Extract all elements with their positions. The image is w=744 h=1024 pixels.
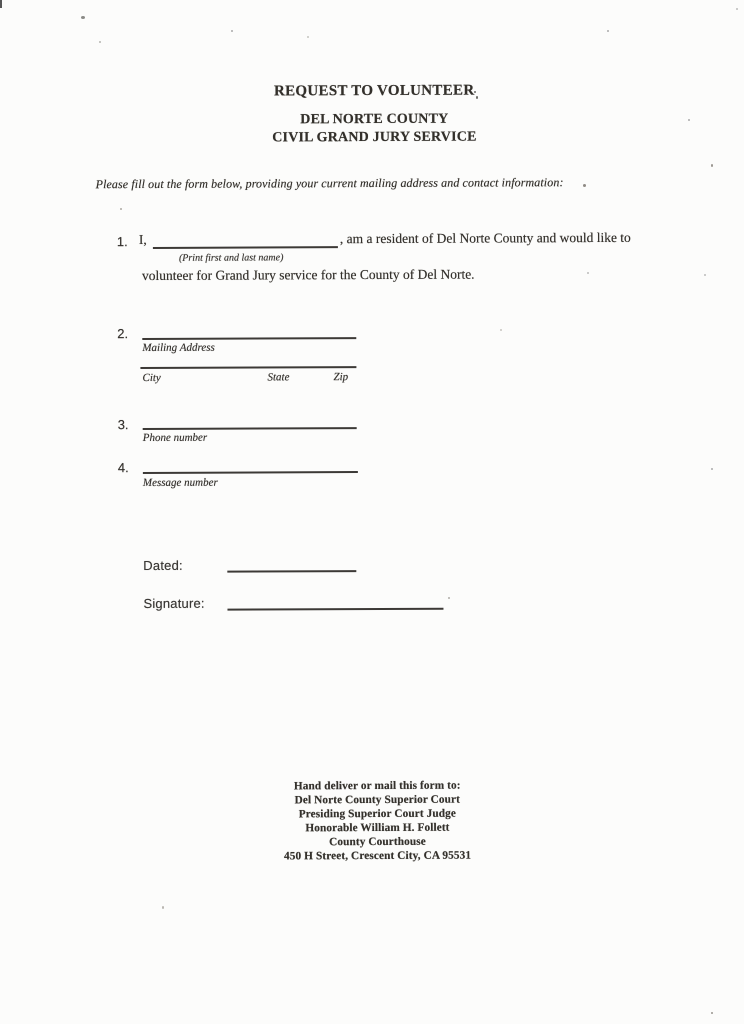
scan-speck: [307, 36, 309, 38]
item4-number: 4.: [117, 460, 129, 476]
form-title: REQUEST TO VOLUNTEER: [273, 82, 475, 100]
scan-speck: [81, 16, 85, 19]
footer-line: Honorable William H. Follett: [305, 821, 450, 835]
phone-number-label: Phone number: [142, 431, 208, 444]
scan-speck: [704, 274, 706, 276]
item1-number: 1.: [116, 234, 128, 250]
scan-speck: [448, 597, 450, 599]
scan-speck: [231, 30, 233, 32]
print-name-hint: (Print first and last name): [178, 252, 284, 264]
item2-number: 2.: [117, 326, 129, 342]
zip-label: Zip: [333, 371, 349, 384]
scan-edge-artifact: [0, 0, 2, 8]
scan-speck: [736, 8, 738, 10]
footer-line: Hand deliver or mail this form to:: [293, 779, 461, 793]
footer-line: Presiding Superior Court Judge: [298, 807, 457, 821]
scan-speck: [711, 164, 713, 167]
scan-speck: [607, 30, 609, 32]
dated-label: Dated:: [143, 557, 183, 573]
scan-speck: [99, 41, 101, 43]
scan-speck: [476, 96, 478, 99]
scan-speck: [162, 906, 164, 909]
city-label: City: [142, 371, 161, 385]
scan-speck: [711, 468, 713, 470]
form-subtitle-line1: DEL NORTE COUNTY: [300, 111, 449, 128]
delivery-instructions-block: [5, 777, 744, 864]
footer-line: Del Norte County Superior Court: [294, 793, 461, 807]
instructions-text: Please fill out the form below, providing your current mailing address and contact information:: [95, 175, 564, 192]
footer-line: 450 H Street, Crescent City, CA 95531: [283, 849, 472, 863]
form-subtitle-line2: CIVIL GRAND JURY SERVICE: [272, 129, 477, 146]
signature-label: Signature:: [143, 595, 205, 611]
scan-speck: [711, 1012, 713, 1014]
scan-speck: [583, 184, 586, 187]
mailing-address-field-line[interactable]: [142, 337, 356, 340]
signature-field-line[interactable]: [227, 608, 443, 611]
message-number-field-line[interactable]: [143, 471, 358, 474]
state-label: State: [267, 371, 290, 384]
form-subtitle: [2, 109, 744, 148]
message-number-label: Message number: [142, 476, 218, 489]
phone-number-field-line[interactable]: [143, 427, 357, 430]
scan-speck: [688, 119, 690, 121]
scan-speck: [474, 91, 476, 93]
name-field-line[interactable]: [153, 246, 338, 249]
item3-number: 3.: [117, 417, 129, 433]
scan-speck: [120, 208, 122, 210]
mailing-address-label: Mailing Address: [142, 341, 215, 355]
item1-continuation: volunteer for Grand Jury service for the County of Del Norte.: [141, 266, 475, 284]
dated-field-line[interactable]: [227, 570, 356, 573]
item1-suffix: , am a resident of Del Norte County and would like to: [339, 229, 631, 247]
city-state-zip-field-line[interactable]: [140, 366, 356, 369]
footer-line: County Courthouse: [329, 835, 426, 849]
scan-speck: [587, 272, 589, 274]
scan-speck: [500, 329, 502, 331]
item1-prefix: I,: [138, 231, 147, 248]
